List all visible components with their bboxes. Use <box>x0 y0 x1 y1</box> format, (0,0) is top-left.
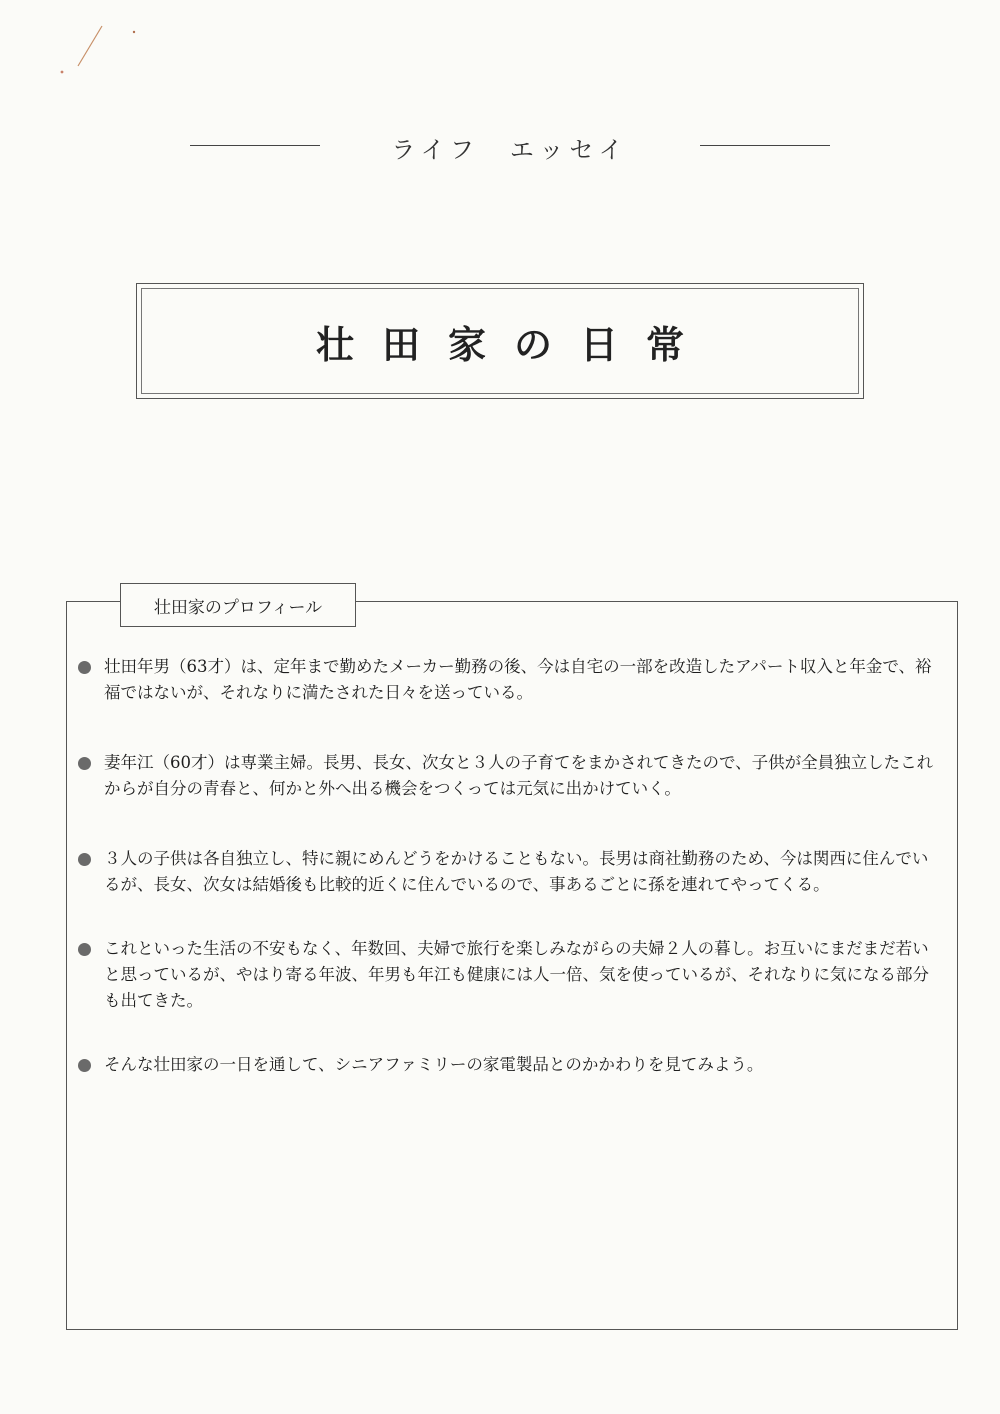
bullet-icon <box>78 1059 91 1072</box>
bullet-icon <box>78 943 91 956</box>
bullet-icon <box>78 853 91 866</box>
bullet-icon <box>78 757 91 770</box>
profile-list <box>78 654 944 1122</box>
header-rule-left <box>190 145 320 146</box>
list-item-text: 壮田年男（63才）は、定年まで勤めたメーカー勤務の後、今は自宅の一部を改造したアパート収入と年金で、裕福ではないが、それなりに満たされた日々を送っている。 <box>104 657 932 702</box>
essay-header <box>190 128 830 164</box>
title-frame-inner <box>141 288 859 394</box>
page-title: 壮田家の日常 <box>315 321 712 367</box>
list-item <box>78 750 944 802</box>
list-item <box>78 936 944 1014</box>
list-item <box>78 846 944 898</box>
list-item-text: 妻年江（60才）は専業主婦。長男、長女、次女と３人の子育てをまかされてきたので、子供が全員独立したこれからが自分の青春と、何かと外へ出る機会をつくっては元気に出かけていく。 <box>104 753 934 798</box>
header-rule-right <box>700 145 830 146</box>
list-item <box>78 1052 944 1078</box>
list-item <box>78 654 944 706</box>
bullet-icon <box>78 661 91 674</box>
list-item-text: そんな壮田家の一日を通して、シニアファミリーの家電製品とのかかわりを見てみよう。 <box>104 1055 764 1074</box>
header-label: ライフ エッセイ <box>391 136 629 164</box>
list-item-text: これといった生活の不安もなく、年数回、夫婦で旅行を楽しみながらの夫婦２人の暮し。お互いにまだまだ若いと思っているが、やはり寄る年波、年男も年江も健康には人一倍、気を使っているが、それなりに気になる部分も出てきた。 <box>104 939 929 1010</box>
profile-tab <box>120 583 356 627</box>
scan-mark <box>58 20 148 80</box>
list-item-text: ３人の子供は各自独立し、特に親にめんどうをかけることもない。長男は商社勤務のため、今は関西に住んでいるが、長女、次女は結婚後も比較的近くに住んでいるので、事あるごとに孫を連れてやってくる。 <box>104 849 929 894</box>
title-frame <box>136 283 864 399</box>
profile-tab-label: 壮田家のプロフィール <box>153 597 323 618</box>
